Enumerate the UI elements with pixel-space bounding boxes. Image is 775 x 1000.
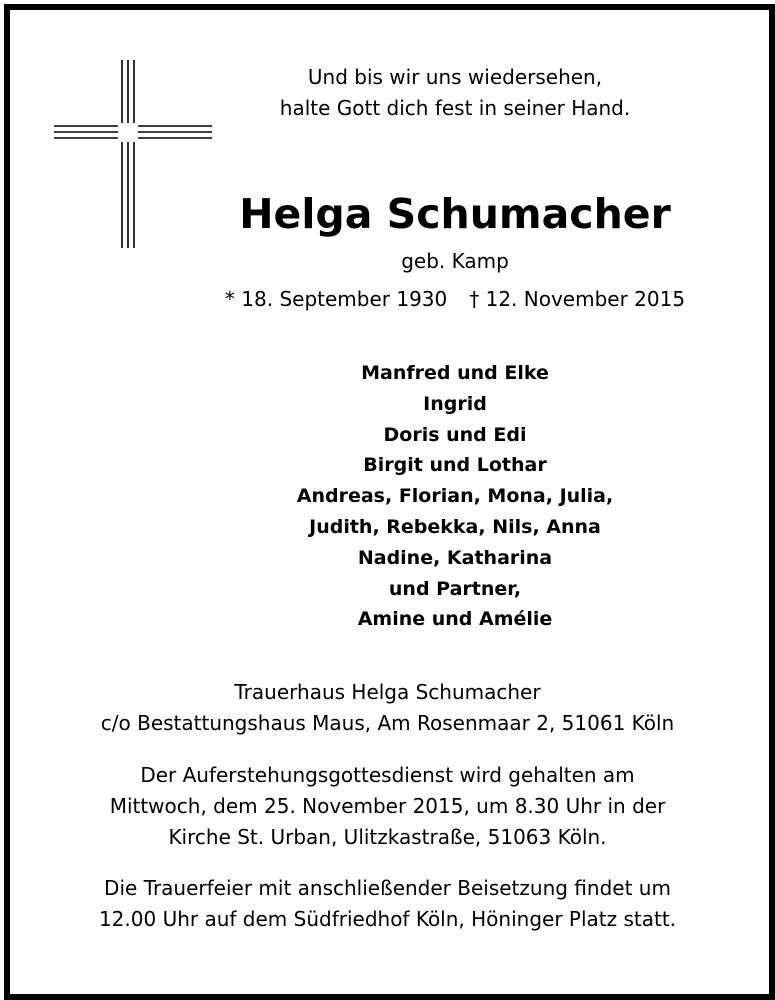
service-line: Der Auferstehungsgottesdienst wird gehalten am — [140, 763, 635, 787]
mourner-line: Doris und Edi — [383, 423, 527, 446]
deceased-name: Helga Schumacher — [239, 190, 671, 238]
address-line: c/o Bestattungshaus Maus, Am Rosenmaar 2, 51061 Köln — [100, 711, 675, 735]
mourner-line: Manfred und Elke — [361, 362, 549, 384]
address-line: Trauerhaus Helga Schumacher — [234, 680, 541, 704]
mourner-line: und Partner, — [388, 577, 522, 600]
mourner-line: Nadine, Katharina — [357, 546, 553, 569]
mourner-line: Birgit und Lothar — [363, 454, 547, 477]
verse — [220, 62, 690, 124]
verse-line: halte Gott dich fest in seiner Hand. — [279, 96, 631, 120]
mourner-line: Amine und Amélie — [357, 608, 553, 631]
service-line: Mittwoch, dem 25. November 2015, um 8.30 Uhr in der — [109, 794, 666, 818]
birth-date: * 18. September 1930 — [224, 287, 448, 311]
verse-line: Und bis wir uns wiedersehen, — [307, 65, 603, 89]
mourner-line: Ingrid — [423, 392, 487, 415]
funeral-info — [30, 873, 745, 935]
death-date: † 12. November 2015 — [469, 287, 686, 311]
funeral-line: Die Trauerfeier mit anschließender Beisetzung findet um — [104, 876, 671, 900]
life-dates — [200, 284, 710, 314]
mourners-list — [200, 358, 710, 635]
birth-name: geb. Kamp — [401, 249, 509, 273]
funeral-line: 12.00 Uhr auf dem Südfriedhof Köln, Höninger Platz statt. — [98, 907, 677, 931]
cross-icon — [52, 58, 214, 250]
mourner-line: Judith, Rebekka, Nils, Anna — [309, 515, 601, 538]
service-line: Kirche St. Urban, Ulitzkastraße, 51063 Köln. — [168, 825, 607, 849]
service-info — [30, 760, 745, 853]
mourning-house-address — [30, 677, 745, 739]
mourner-line: Andreas, Florian, Mona, Julia, — [296, 485, 614, 508]
